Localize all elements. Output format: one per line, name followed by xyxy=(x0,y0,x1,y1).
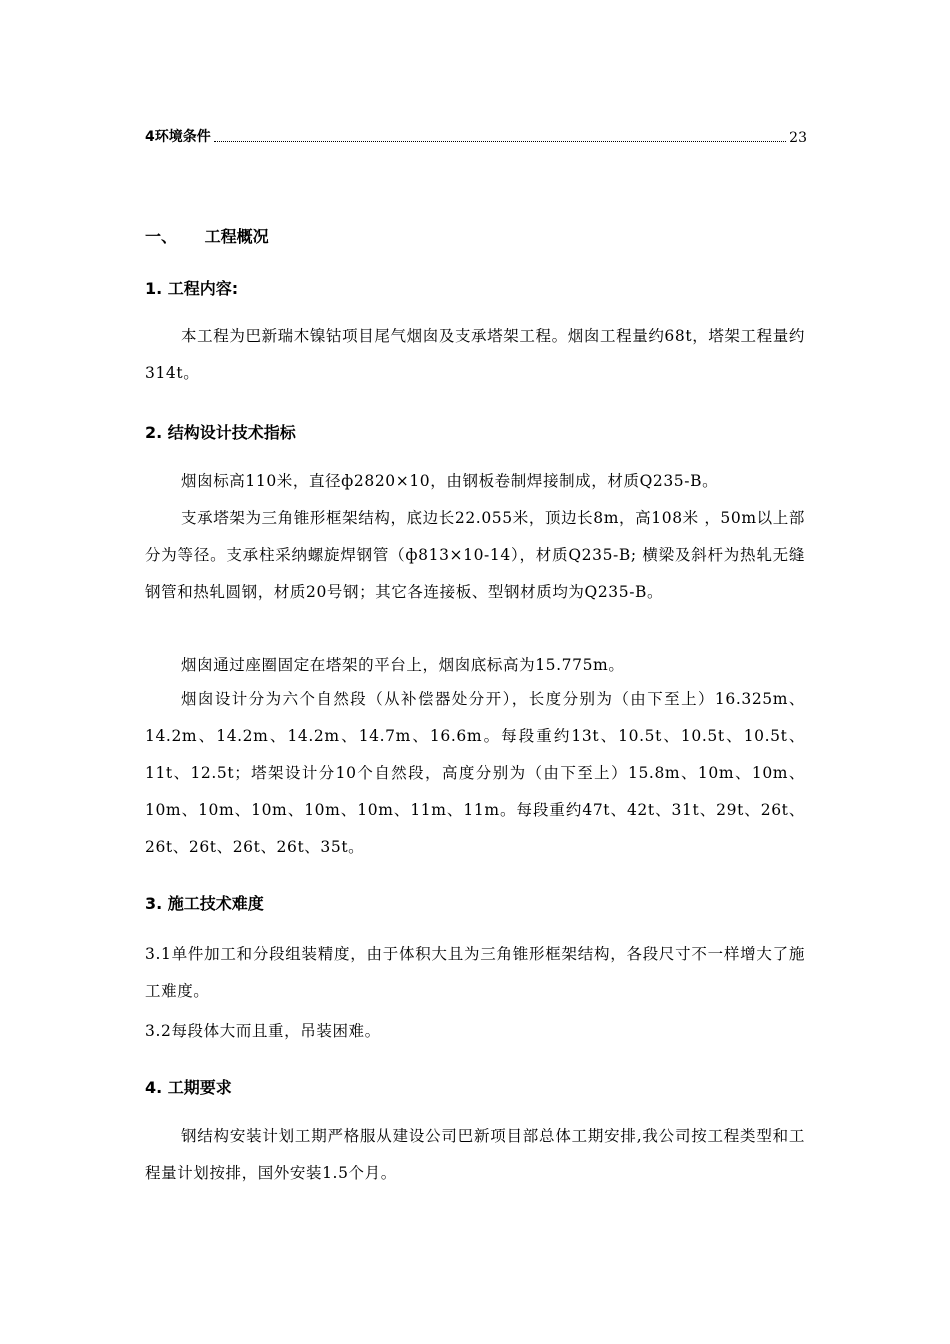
paragraph-tower-spec: 支承塔架为三角锥形框架结构，底边长22.055米，顶边长8m，高108米 ，50m以上部分为等径。支承柱采纳螺旋焊钢管（ф813×10-14），材质Q235-B; 横梁及斜杆为热轧无缝钢管和热轧圆钢，材质20号钢；其它各连接板、型钢材质均为Q235-B。 xyxy=(145,509,805,601)
paragraph-difficulty-1: 3.1单件加工和分段组装精度，由于体积大且为三角锥形框架结构，各段尺寸不一样增大了施工难度。 xyxy=(145,945,805,1000)
section-heading xyxy=(145,224,269,247)
toc-page-number: 23 xyxy=(789,130,807,146)
paragraph-project-content: 本工程为巴新瑞木镍钴项目尾气烟囱及支承塔架工程。烟囱工程量约68t，塔架工程量约314t。 xyxy=(145,327,805,382)
heading-project-content: 1. 工程内容: xyxy=(145,279,239,298)
heading-design-indicators: 2. 结构设计技术指标 xyxy=(145,423,296,442)
section-title: 工程概况 xyxy=(204,227,269,246)
paragraph-schedule: 钢结构安装计划工期严格服从建设公司巴新项目部总体工期安排,我公司按工程类型和工程量计划按排，国外安装1.5个月。 xyxy=(145,1127,805,1182)
paragraph-chimney-base: 烟囱通过座圈固定在塔架的平台上，烟囱底标高为15.775m。 xyxy=(181,656,625,674)
toc-title: 4环境条件 xyxy=(145,129,211,145)
paragraph-segments: 烟囱设计分为六个自然段（从补偿器处分开），长度分别为（由下至上）16.325m、14.2m、14.2m、14.2m、14.7m、16.6m。每段重约13t、10.5t、10.5t、10.5t、11t、12.5t；塔架设计分10个自然段，高度分别为（由下至上）15.8m、10m、10m、10m、10m、10m、10m、10m、11m、11m。每段重约47t、42t、31t、29t、26t、26t、26t、26t、26t、35t。 xyxy=(145,690,805,856)
section-number: 一、 xyxy=(145,227,178,246)
paragraph-chimney-spec: 烟囱标高110米，直径ф2820×10，由钢板卷制焊接制成，材质Q235-B。 xyxy=(181,472,719,490)
paragraph-difficulty-2: 3.2每段体大而且重，吊装困难。 xyxy=(145,1022,381,1040)
toc-entry[interactable] xyxy=(145,126,807,146)
heading-schedule: 4. 工期要求 xyxy=(145,1078,232,1097)
heading-difficulty: 3. 施工技术难度 xyxy=(145,894,264,913)
toc-leader-dots xyxy=(214,141,786,142)
